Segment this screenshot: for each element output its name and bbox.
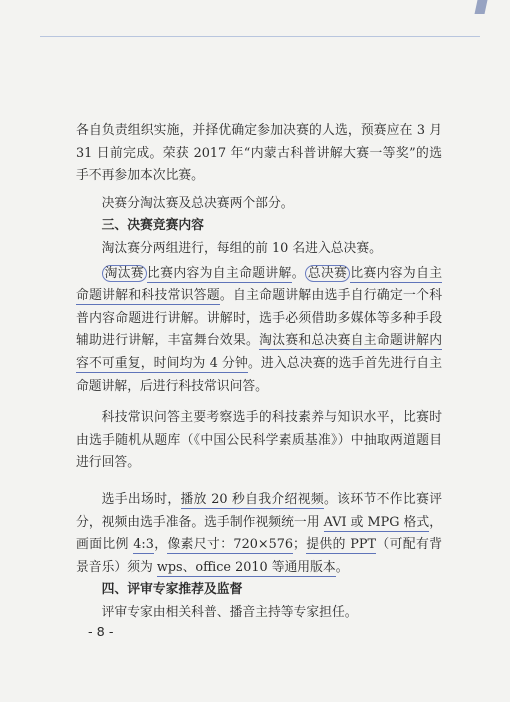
paragraph-6-text-2: 。该环节不作比赛评分，视频由选手准备。选手制作视频统一用	[76, 491, 443, 530]
paragraph-4-text-2: 进入总决赛的选手首先进行自主命题讲解，后进行科技常识问答。	[76, 355, 443, 394]
section-heading-3: 三、决赛竞赛内容	[101, 218, 204, 234]
paragraph-6-text-4: ，	[153, 537, 168, 553]
paragraph-5: 科技常识问答主要考察选手的科技素养与知识水平，比赛时由选手随机从题库（《中国公民科学素质基准》）中抽取两道题目进行回答。	[76, 410, 442, 471]
paragraph-3: 淘汰赛分两组进行，每组的前 10 名进入总决赛。	[101, 240, 382, 256]
circled-text-2: 总决赛	[305, 265, 350, 282]
paragraph-6-text-6: （可配有背景音乐）须为	[76, 537, 443, 575]
paragraph-6-text-1: 选手出场时，	[101, 491, 181, 507]
underlined-video-length: 播放 20 秒自我介绍视频	[180, 491, 325, 507]
paragraph-6-text-5: ；	[293, 537, 306, 553]
paragraph-2: 决赛分淘汰赛及总决赛两个部分。	[101, 195, 294, 211]
underlined-tail-1: 。	[291, 265, 305, 281]
circled-text-1: 淘汰赛	[102, 265, 147, 282]
paragraph-6-text-7: 。	[335, 559, 349, 575]
underlined-ppt-provided: 提供的 PPT	[305, 537, 377, 553]
paragraph-6	[76, 489, 442, 579]
underlined-aspect-ratio: 4:3	[133, 537, 154, 553]
underlined-video-format: AVI 或 MPG 格式	[323, 514, 430, 530]
underlined-software-version: wps、office 2010 等通用版本	[156, 559, 336, 575]
top-rule	[40, 36, 480, 37]
paragraph-4	[76, 263, 442, 399]
section-heading-4: 四、评审专家推荐及监督	[101, 582, 243, 598]
corner-mark	[475, 0, 488, 14]
underlined-text-3: 淘汰赛和总决赛自主命题讲解内容不可重复，时间均为 4 分钟	[76, 333, 443, 371]
underlined-tail-3: 。	[247, 355, 261, 371]
paragraph-4-text-1: 自主命题讲解由选手自行确定一个科普内容命题进行讲解。讲解时，选手必须借助多媒体等多种手段辅助进行讲解，丰富舞台效果。	[76, 288, 443, 349]
underlined-pixel-size: 像素尺寸：720×576	[167, 537, 294, 553]
underlined-tail-2: 。	[219, 288, 233, 304]
paragraph-6-text-3: ，画面比例	[76, 514, 442, 553]
underlined-text-2: 比赛内容为自主命题讲解和科技常识答题	[76, 265, 443, 304]
page-number: - 8 -	[88, 625, 114, 640]
document-content	[76, 120, 447, 624]
underlined-text-1: 比赛内容为自主命题讲解	[147, 265, 292, 281]
paragraph-1: 各自负责组织实施，并择优确定参加决赛的人选，预赛应在 3 月 31 日前完成。荣获 2017 年“内蒙古科普讲解大赛一等奖”的选手不再参加本次比赛。	[76, 123, 447, 184]
paragraph-7: 评审专家由相关科普、播音主持等专家担任。	[101, 604, 358, 620]
